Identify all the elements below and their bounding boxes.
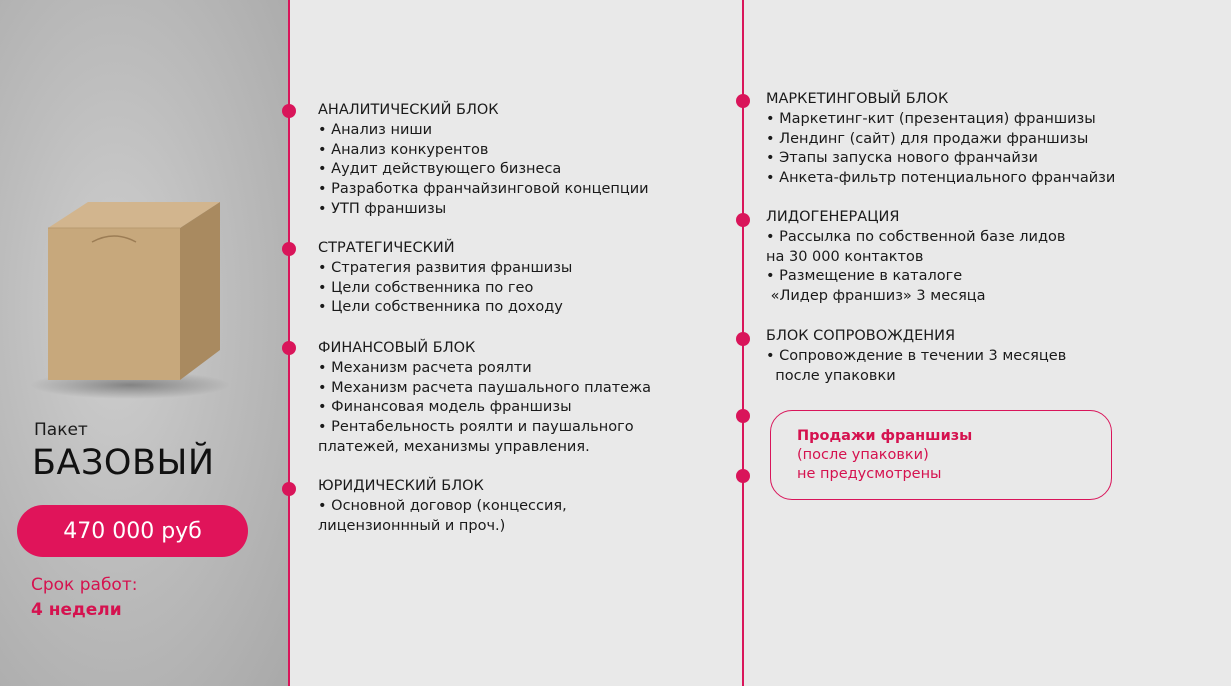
analytics-block <box>318 101 649 220</box>
list-item: • Анкета-фильтр потенциального франчайзи <box>766 170 1116 187</box>
timeline-dot <box>736 213 750 227</box>
price-badge: 470 000 руб <box>17 505 248 557</box>
sales-note-box <box>770 410 1112 500</box>
note-title: Продажи франшизы <box>797 428 973 444</box>
list-item: • Аудит действующего бизнеса <box>318 161 562 178</box>
list-item: • Маркетинг-кит (презентация) франшизы <box>766 110 1096 127</box>
timeline-dot <box>736 469 750 483</box>
list-item: • УТП франшизы <box>318 200 447 217</box>
note-line: не предусмотрены <box>797 466 942 482</box>
list-item: • Лендинг (сайт) для продажи франшизы <box>766 130 1089 147</box>
block-title: ЮРИДИЧЕСКИЙ БЛОК <box>318 478 484 494</box>
legal-block <box>318 477 567 536</box>
timeline-dot <box>736 94 750 108</box>
term-value: 4 недели <box>31 600 122 620</box>
marketing-block <box>766 90 1115 189</box>
block-title: ФИНАНСОВЫЙ БЛОК <box>318 340 476 356</box>
left-panel <box>0 0 288 686</box>
package-caption: Пакет <box>34 420 88 440</box>
list-item: • Финансовая модель франшизы <box>318 399 572 416</box>
list-item: • Рентабельность роялти и паушального <box>318 419 634 436</box>
timeline-dot <box>282 341 296 355</box>
block-title: МАРКЕТИНГОВЫЙ БЛОК <box>766 91 949 107</box>
note-line: (после упаковки) <box>797 447 929 463</box>
list-item: на 30 000 контактов <box>766 248 924 265</box>
list-item: • Анализ ниши <box>318 121 433 138</box>
block-title: СТРАТЕГИЧЕСКИЙ <box>318 240 455 256</box>
block-title: БЛОК СОПРОВОЖДЕНИЯ <box>766 328 956 344</box>
timeline-dot <box>282 104 296 118</box>
timeline-dot <box>282 242 296 256</box>
list-item: • Анализ конкурентов <box>318 141 489 158</box>
leadgen-block <box>766 208 1065 307</box>
term-label: Срок работ: <box>31 575 138 595</box>
timeline-dot <box>736 409 750 423</box>
list-item: «Лидер франшиз» 3 месяца <box>766 288 986 305</box>
list-item: платежей, механизмы управления. <box>318 438 590 455</box>
list-item: • Рассылка по собственной базе лидов <box>766 228 1066 245</box>
list-item: • Разработка франчайзинговой концепции <box>318 181 649 198</box>
list-item: • Механизм расчета роялти <box>318 359 532 376</box>
list-item: • Цели собственника по доходу <box>318 299 563 316</box>
block-title: ЛИДОГЕНЕРАЦИЯ <box>766 209 900 225</box>
package-name: БАЗОВЫЙ <box>32 443 215 483</box>
block-title: АНАЛИТИЧЕСКИЙ БЛОК <box>318 102 499 118</box>
list-item: • Механизм расчета паушального платежа <box>318 379 652 396</box>
list-item: • Сопровождение в течении 3 месяцев <box>766 347 1067 364</box>
list-item: после упаковки <box>766 367 896 384</box>
cardboard-box-image <box>30 180 230 400</box>
list-item: • Основной договор (концессия, <box>318 497 567 514</box>
list-item: лицензионнный и проч.) <box>318 517 506 534</box>
support-block <box>766 327 1066 386</box>
list-item: • Цели собственника по гео <box>318 279 534 296</box>
list-item: • Этапы запуска нового франчайзи <box>766 150 1038 167</box>
list-item: • Стратегия развития франшизы <box>318 259 573 276</box>
list-item: • Размещение в каталоге <box>766 268 963 285</box>
finance-block <box>318 339 651 458</box>
timeline-dot <box>282 482 296 496</box>
timeline-dot <box>736 332 750 346</box>
strategy-block <box>318 239 572 318</box>
